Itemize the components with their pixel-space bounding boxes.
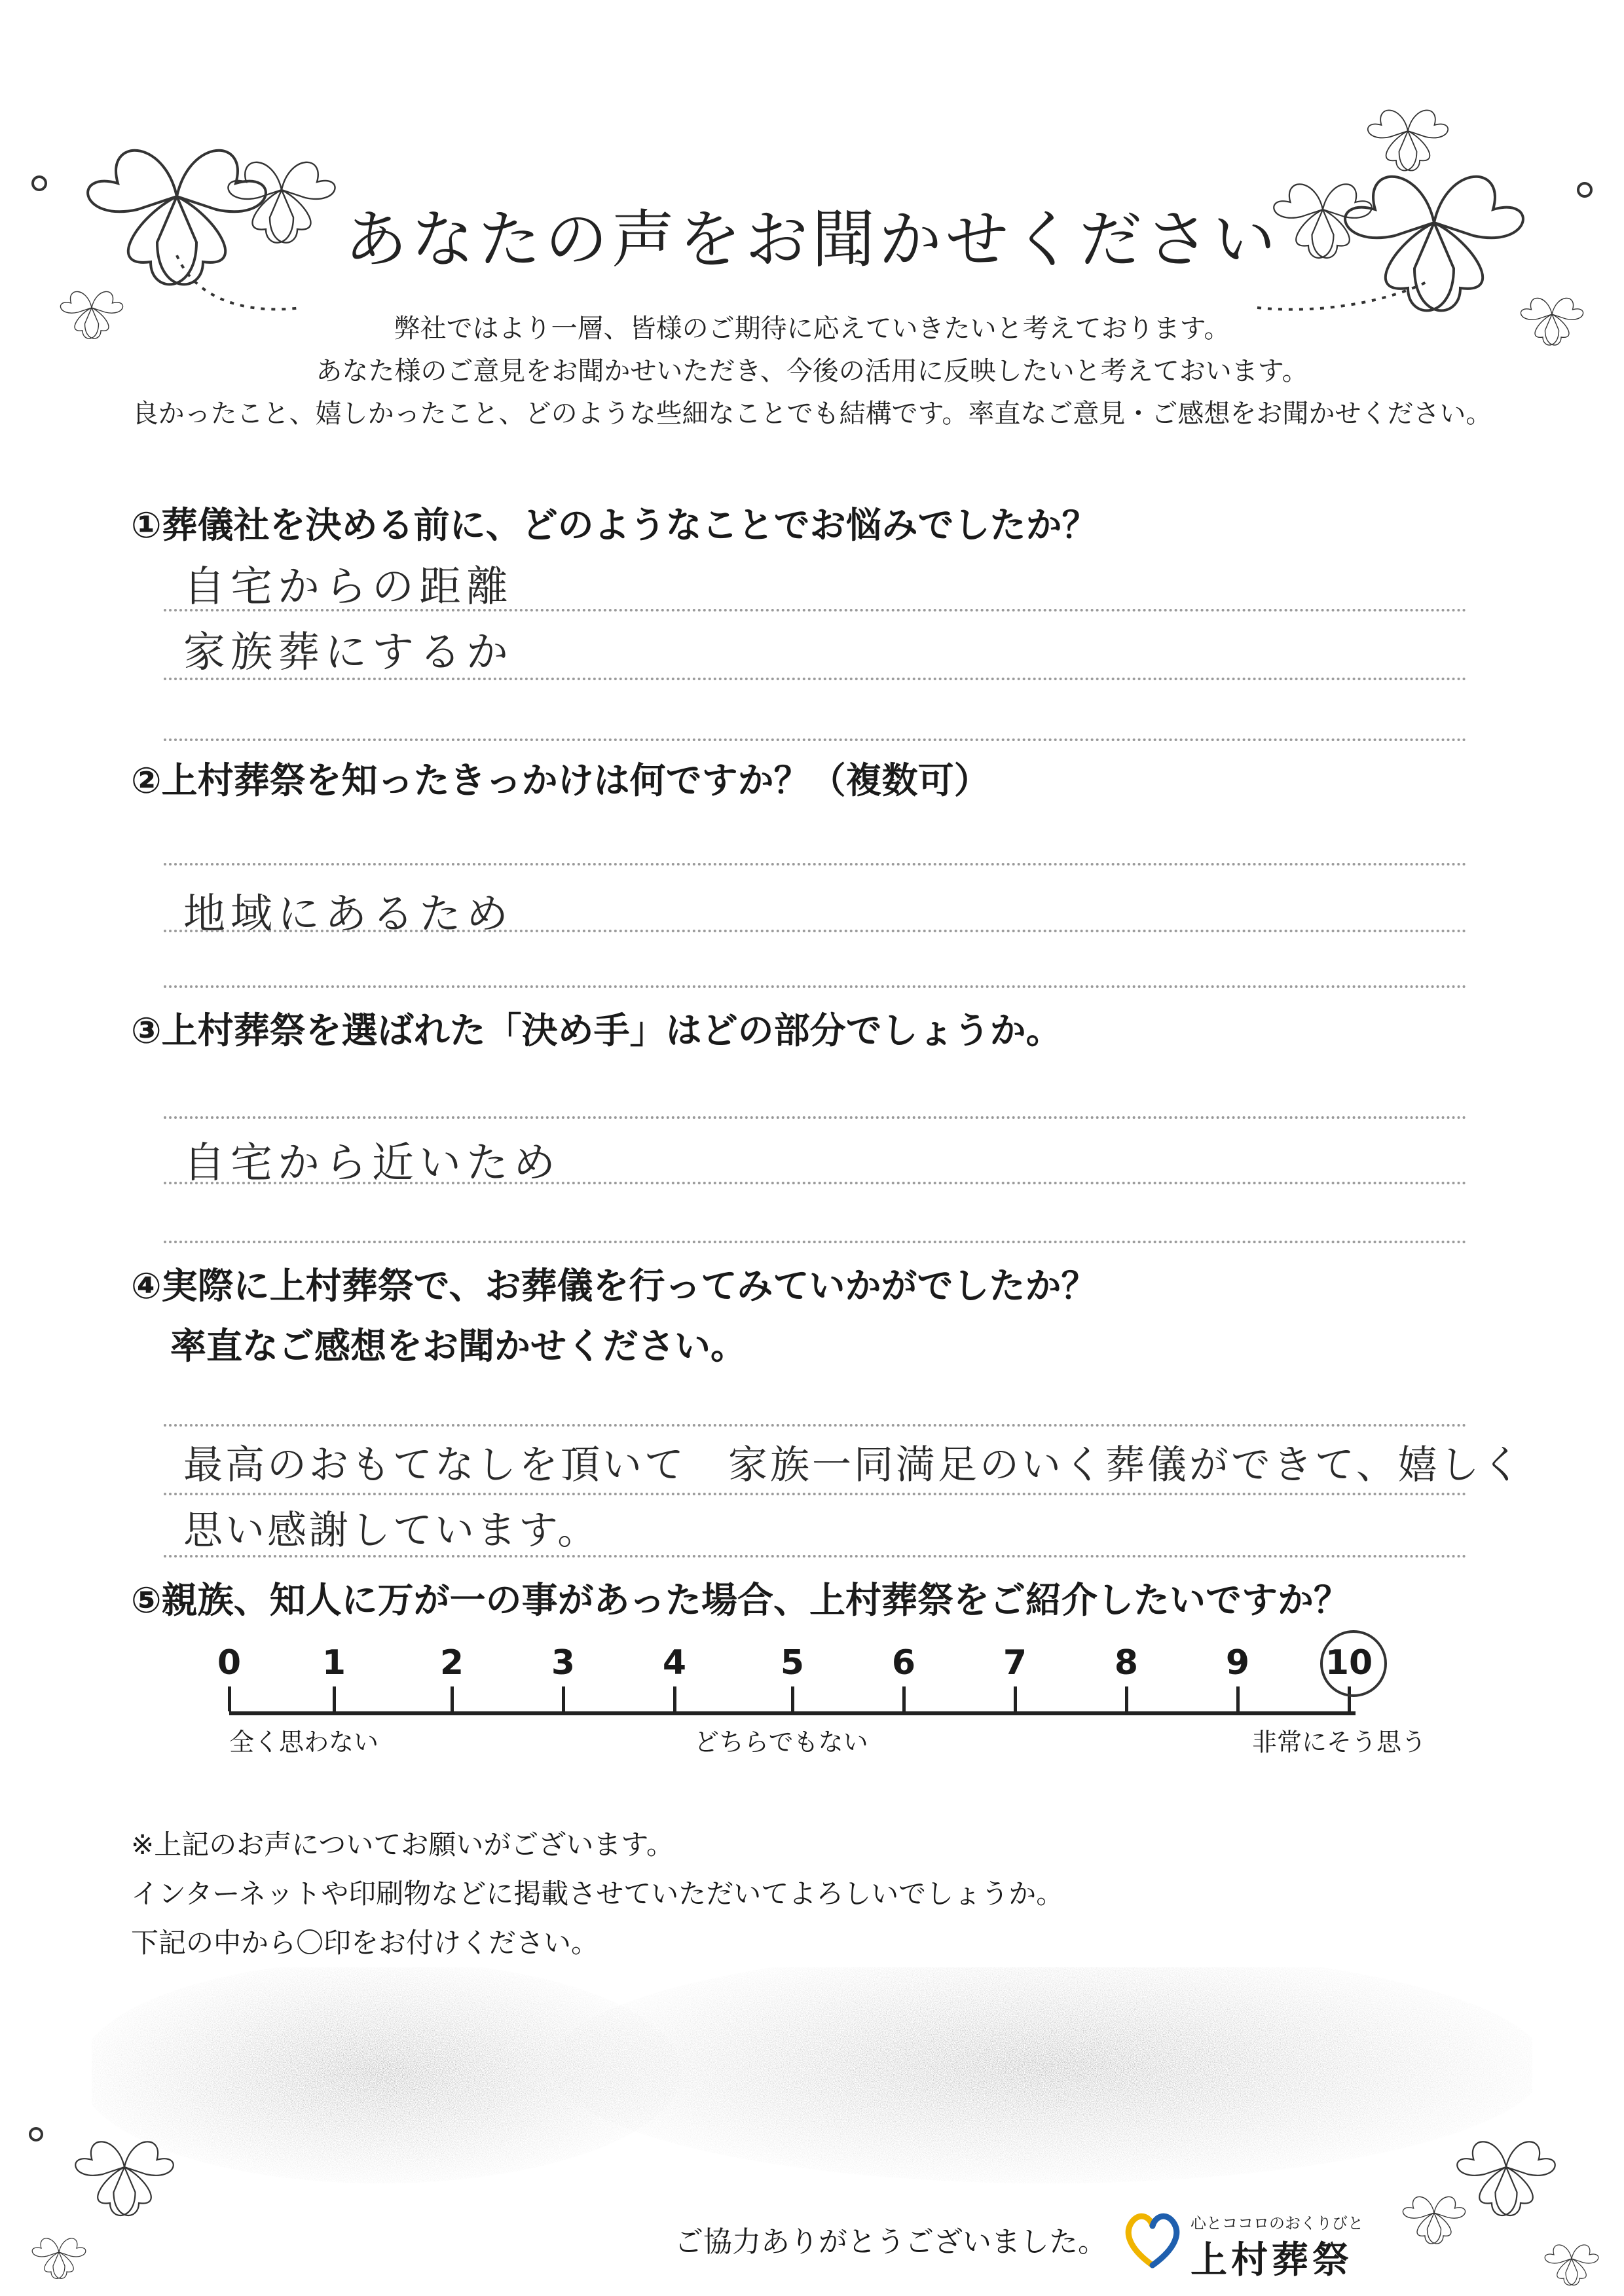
intro-line-1: 弊社ではより一層、皆様のご期待に応えていきたいと考えております。 xyxy=(394,314,1230,344)
scale-mid-label: どちらでもない xyxy=(694,1728,868,1757)
answer-line xyxy=(164,985,1467,988)
scale-tick xyxy=(333,1686,336,1711)
answer-line xyxy=(164,738,1467,741)
question-4-answer-2: 思い感謝しています。 xyxy=(183,1508,600,1554)
intro-line-3: 良かったこと、嬉しかったこと、どのような些細なことでも結構です。率直なご意見・ご感想をお聞かせください。 xyxy=(132,399,1492,429)
rating-scale-line xyxy=(229,1711,1356,1715)
question-5-label: ⑤親族、知人に万が一の事があった場合、上村葬祭をご紹介したいですか？ xyxy=(131,1579,1350,1621)
question-1-label: ①葬儀社を決める前に、どのようなことでお悩みでしたか？ xyxy=(131,504,1098,546)
notice-line-2: インターネットや印刷物などに掲載させていただいてよろしいでしょうか。 xyxy=(131,1878,1064,1910)
logo-name: 上村葬祭 xyxy=(1190,2239,1353,2282)
scale-value-5[interactable]: 5 xyxy=(780,1643,805,1683)
answer-line xyxy=(164,1182,1467,1184)
scale-tick xyxy=(451,1686,454,1711)
scale-tick xyxy=(1236,1686,1240,1711)
scale-tick xyxy=(791,1686,794,1711)
scale-low-label: 全く思わない xyxy=(229,1728,379,1757)
scale-tick xyxy=(1125,1686,1128,1711)
logo-tagline: 心とココロのおくりびと xyxy=(1190,2214,1363,2232)
scale-tick xyxy=(673,1686,676,1711)
scale-value-1[interactable]: 1 xyxy=(322,1643,346,1683)
question-3-answer-1: 自宅から近いため xyxy=(183,1139,561,1188)
question-4-answer-1: 最高のおもてなしを頂いて 家族一同満足のいく葬儀ができて、嬉しく xyxy=(183,1442,1524,1488)
selected-rating-circle xyxy=(1320,1630,1387,1697)
answer-line xyxy=(164,678,1467,680)
notice-line-3: 下記の中から〇印をお付けください。 xyxy=(131,1927,599,1959)
scale-value-9[interactable]: 9 xyxy=(1225,1643,1250,1683)
question-4-label-2: 率直なご感想をお聞かせください。 xyxy=(170,1325,747,1367)
heart-logo-icon xyxy=(1123,2206,1182,2272)
redacted-area xyxy=(92,1967,1532,2183)
notice-line-1: ※上記のお声についてお願いがございます。 xyxy=(131,1829,674,1861)
answer-line xyxy=(164,1424,1467,1427)
scale-value-8[interactable]: 8 xyxy=(1114,1643,1139,1683)
answer-line xyxy=(164,1555,1467,1558)
scale-value-7[interactable]: 7 xyxy=(1003,1643,1027,1683)
scale-value-6[interactable]: 6 xyxy=(891,1643,916,1683)
answer-line xyxy=(164,1116,1467,1119)
scale-tick xyxy=(562,1686,565,1711)
question-4-label: ④実際に上村葬祭で、お葬儀を行ってみていかがでしたか？ xyxy=(131,1265,1098,1307)
scale-value-4[interactable]: 4 xyxy=(662,1643,687,1683)
scale-value-2[interactable]: 2 xyxy=(439,1643,464,1683)
answer-line xyxy=(164,930,1467,932)
question-2-answer-1: 地域にあるため xyxy=(183,890,513,939)
scale-value-0[interactable]: 0 xyxy=(217,1643,242,1683)
scale-value-10[interactable]: 10 xyxy=(1325,1643,1373,1683)
scale-high-label: 非常にそう思う xyxy=(1252,1728,1427,1757)
scale-tick xyxy=(228,1686,231,1711)
question-2-label: ②上村葬祭を知ったきっかけは何ですか？（複数可） xyxy=(131,759,990,801)
page-title: あなたの声をお聞かせください xyxy=(344,203,1280,276)
answer-line xyxy=(164,1493,1467,1495)
thanks-message: ご協力ありがとうございました。 xyxy=(674,2225,1107,2259)
answer-line xyxy=(164,1241,1467,1243)
question-1-answer-2: 家族葬にするか xyxy=(183,629,513,677)
intro-line-2: あなた様のご意見をお聞かせいただき、今後の活用に反映したいと考えておいます。 xyxy=(316,356,1308,386)
scale-tick xyxy=(902,1686,906,1711)
question-3-label: ③上村葬祭を選ばれた「決め手」はどの部分でしょうか。 xyxy=(131,1010,1062,1051)
scale-value-3[interactable]: 3 xyxy=(551,1643,576,1683)
question-1-answer-1: 自宅からの距離 xyxy=(183,563,513,611)
answer-line xyxy=(164,863,1467,866)
scale-tick xyxy=(1014,1686,1017,1711)
answer-line xyxy=(164,609,1467,611)
